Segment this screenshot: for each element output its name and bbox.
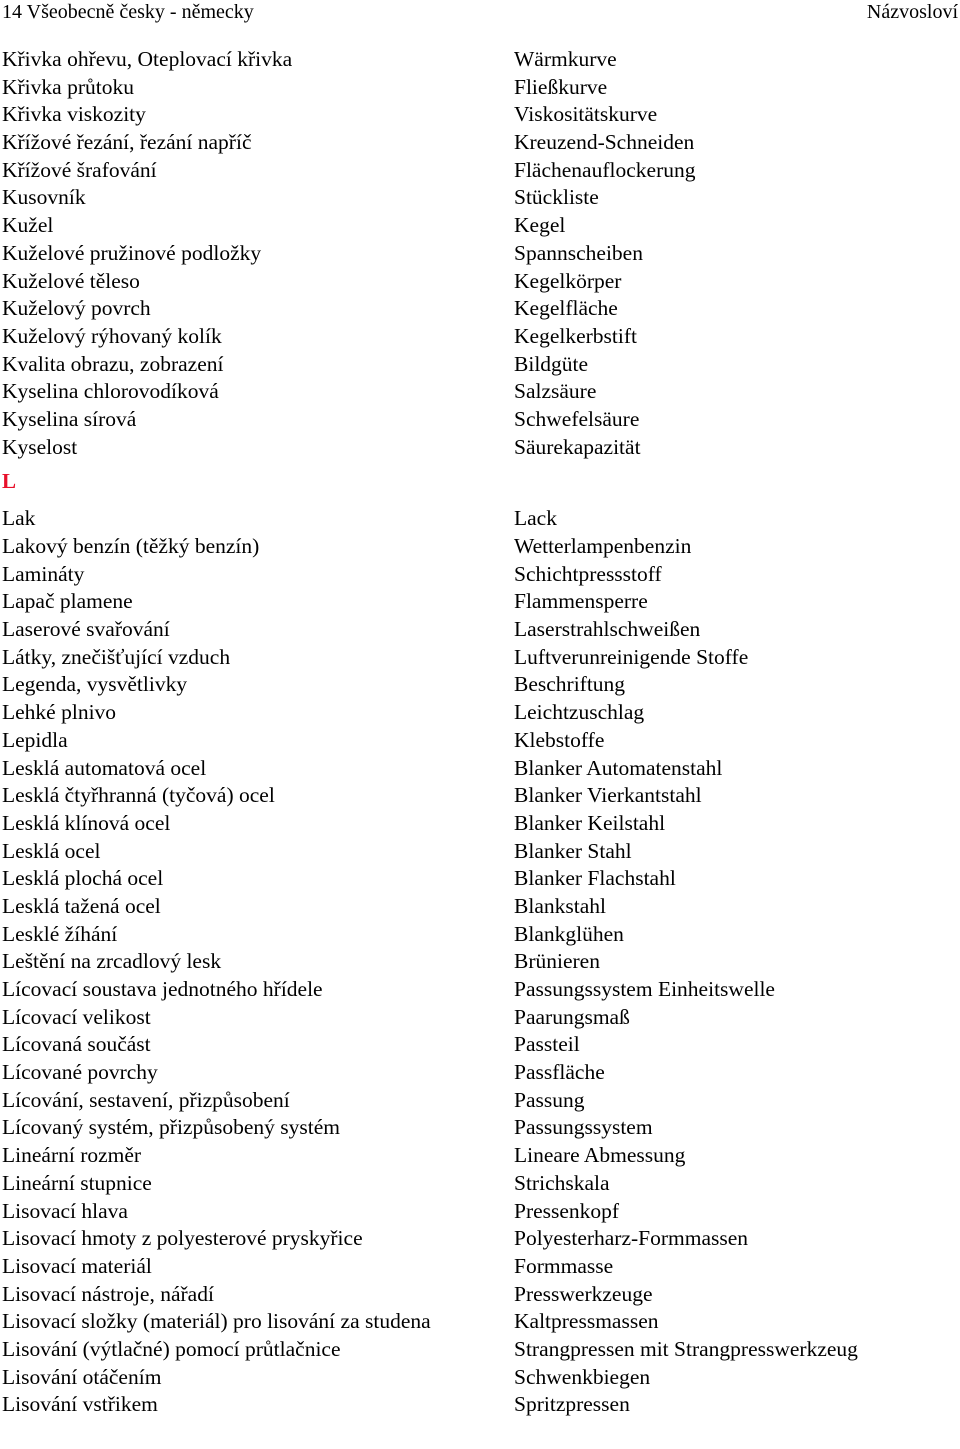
czech-term: Lamináty [2,561,85,586]
czech-term: Legenda, vysvětlivky [2,672,188,697]
german-term: Schwefelsäure [514,406,640,431]
german-term: Blanker Vierkantstahl [514,783,702,808]
header-section-title: Názvosloví [866,1,958,23]
czech-term: Lisovací materiál [2,1253,152,1278]
german-term: Laserstrahlschweißen [514,617,701,642]
glossary-group-l [0,505,960,1419]
czech-term: Křivka ohřevu, Oteplovací křivka [2,47,293,71]
german-term: Flächenauflockerung [514,157,696,182]
german-term: Fließkurve [514,74,608,99]
german-term: Passungssystem Einheitswelle [514,977,775,1001]
glossary-row [0,1170,960,1198]
glossary-row [0,323,960,351]
czech-term: Lícovaný systém, přizpůsobený systém [2,1115,340,1140]
glossary-row [0,782,960,810]
german-term: Kegelkerbstift [514,323,637,348]
czech-term: Lisovací hlava [2,1198,128,1223]
czech-term: Lesklá automatová ocel [2,755,207,780]
german-term: Bildgüte [514,351,589,376]
german-term: Kaltpressmassen [514,1309,659,1334]
glossary-row [0,46,960,74]
glossary-row [0,212,960,240]
german-term: Beschriftung [514,672,626,697]
czech-term: Lesklé žíhání [2,921,118,946]
glossary-row [0,1391,960,1419]
german-term: Blanker Automatenstahl [514,755,723,780]
german-term: Lineare Abmessung [514,1143,686,1168]
header-chapter-title: 14 Všeobecně česky - německy [2,1,254,23]
czech-term: Kuželové těleso [2,268,140,293]
german-term: Kegelkörper [514,268,622,293]
german-term: Kreuzend-Schneiden [514,130,695,155]
glossary-row [0,101,960,129]
czech-term: Lesklá klínová ocel [2,810,171,835]
german-term: Wetterlampenbenzin [514,534,692,558]
german-term: Blankglühen [514,921,624,946]
german-term: Kegelfläche [514,296,618,321]
german-term: Blanker Stahl [514,838,632,863]
german-term: Leichtzuschlag [514,700,645,725]
czech-term: Látky, znečišťující vzduch [2,644,231,669]
glossary-row [0,1004,960,1032]
german-term: Polyesterharz-Formmassen [514,1226,749,1251]
glossary-row [0,644,960,672]
czech-term: Křížové šrafování [2,157,157,182]
glossary-row [0,976,960,1004]
german-term: Passung [514,1087,585,1112]
glossary-row [0,699,960,727]
czech-term: Lícované povrchy [2,1060,158,1085]
german-term: Flammensperre [514,589,648,614]
glossary-row [0,838,960,866]
glossary-row [0,74,960,102]
czech-term: Lícování, sestavení, přizpůsobení [2,1087,290,1112]
german-term: Passteil [514,1032,580,1057]
page-header [0,0,960,26]
czech-term: Křivka viskozity [2,102,146,127]
german-term: Blanker Flachstahl [514,866,676,891]
glossary-row [0,157,960,185]
glossary-row [0,1142,960,1170]
german-term: Schichtpressstoff [514,561,662,586]
glossary-row [0,1308,960,1336]
german-term: Lack [514,506,557,531]
czech-term: Laserové svařování [2,617,170,642]
glossary-row [0,434,960,462]
german-term: Luftverunreinigende Stoffe [514,644,749,669]
czech-term: Lesklá čtyřhranná (tyčová) ocel [2,783,275,808]
german-term: Blanker Keilstahl [514,810,666,835]
czech-term: Lícovaná součást [2,1032,151,1057]
czech-term: Lícovací velikost [2,1004,151,1029]
czech-term: Kuželový povrch [2,296,151,321]
german-term: Klebstoffe [514,727,605,752]
glossary-row [0,893,960,921]
glossary-row [0,1031,960,1059]
czech-term: Křivka průtoku [2,74,134,99]
czech-term: Lesklá ocel [2,838,101,863]
czech-term: Lesklá plochá ocel [2,866,164,891]
czech-term: Kvalita obrazu, zobrazení [2,351,224,376]
glossary-row [0,184,960,212]
glossary-row [0,588,960,616]
glossary-row [0,378,960,406]
czech-term: Lisovací složky (materiál) pro lisování za studena [2,1309,431,1334]
glossary-row [0,810,960,838]
czech-term: Lisovací nástroje, nářadí [2,1281,214,1306]
german-term: Formmasse [514,1253,614,1278]
czech-term: Křížové řezání, řezání napříč [2,130,252,155]
german-term: Wärmkurve [514,47,617,71]
glossary-row [0,268,960,296]
section-letter: L [2,469,17,494]
german-term: Brünieren [514,949,600,974]
czech-term: Lisování vstřikem [2,1392,158,1417]
glossary-row [0,505,960,533]
glossary-table [0,46,960,1419]
glossary-row [0,616,960,644]
glossary-row [0,240,960,268]
glossary-row [0,406,960,434]
section-heading-l [0,461,960,505]
czech-term: Lesklá tažená ocel [2,893,161,918]
german-term: Spritzpressen [514,1392,630,1417]
glossary-row [0,948,960,976]
german-term: Passfläche [514,1060,605,1085]
czech-term: Lakový benzín (těžký benzín) [2,534,260,558]
glossary-row [0,1198,960,1226]
german-term: Blankstahl [514,893,606,918]
glossary-row [0,1059,960,1087]
glossary-row [0,295,960,323]
glossary-row [0,129,960,157]
czech-term: Lapač plamene [2,589,133,614]
czech-term: Lehké plnivo [2,700,117,725]
german-term: Paarungsmaß [514,1004,630,1029]
german-term: Strichskala [514,1170,610,1195]
czech-term: Leštění na zrcadlový lesk [2,949,222,974]
czech-term: Lepidla [2,727,68,752]
czech-term: Lak [2,506,36,531]
glossary-row [0,1281,960,1309]
czech-term: Kužel [2,213,54,238]
glossary-row [0,351,960,379]
glossary-row [0,533,960,561]
czech-term: Kusovník [2,185,86,210]
glossary-row [0,1087,960,1115]
czech-term: Kyselost [2,434,78,459]
german-term: Salzsäure [514,379,597,404]
czech-term: Kuželový rýhovaný kolík [2,323,222,348]
czech-term: Kyselina chlorovodíková [2,379,219,404]
german-term: Presswerkzeuge [514,1281,653,1306]
glossary-row [0,671,960,699]
czech-term: Lisování (výtlačné) pomocí průtlačnice [2,1336,341,1361]
glossary-row [0,755,960,783]
czech-term: Lisovací hmoty z polyesterové pryskyřice [2,1226,363,1251]
czech-term: Kuželové pružinové podložky [2,240,262,265]
glossary-group-k [0,46,960,461]
german-term: Spannscheiben [514,240,643,265]
glossary-row [0,1253,960,1281]
german-term: Pressenkopf [514,1198,620,1223]
czech-term: Lícovací soustava jednotného hřídele [2,977,323,1001]
german-term: Stückliste [514,185,599,210]
glossary-row [0,1364,960,1392]
german-term: Passungssystem [514,1115,653,1140]
czech-term: Lisování otáčením [2,1364,162,1389]
german-term: Schwenkbiegen [514,1364,651,1389]
german-term: Säurekapazität [514,434,641,459]
glossary-row [0,1225,960,1253]
czech-term: Lineární rozměr [2,1143,142,1168]
german-term: Kegel [514,213,566,238]
german-term: Viskositätskurve [514,102,658,127]
german-term: Strangpressen mit Strangpresswerkzeug [514,1336,858,1361]
glossary-row [0,1336,960,1364]
czech-term: Kyselina sírová [2,406,137,431]
glossary-row [0,865,960,893]
glossary-row [0,1114,960,1142]
czech-term: Lineární stupnice [2,1170,152,1195]
glossary-row [0,561,960,589]
glossary-row [0,921,960,949]
glossary-row [0,727,960,755]
